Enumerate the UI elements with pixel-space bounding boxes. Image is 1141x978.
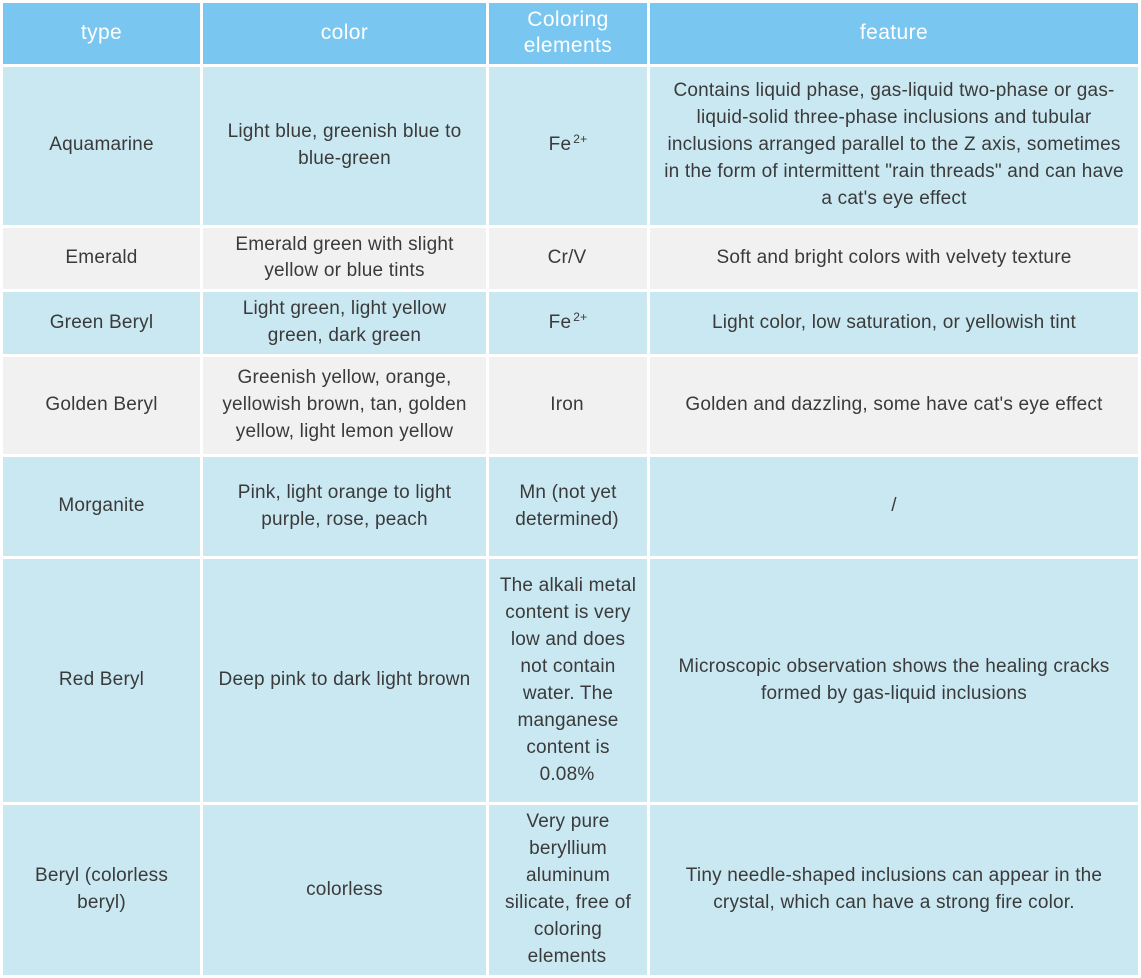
- cell-feature: Tiny needle-shaped inclusions can appear in the crystal, which can have a strong fire color.: [650, 805, 1138, 975]
- cell-color: Light green, light yellow green, dark green: [203, 292, 486, 354]
- header-row: [3, 3, 1138, 64]
- header-cell-type: type: [3, 3, 200, 64]
- cell-type: Emerald: [3, 228, 200, 290]
- element-charge: 2+: [573, 131, 588, 146]
- table-row: [3, 357, 1138, 454]
- header-cell-coloring-elements: Coloring elements: [489, 3, 647, 64]
- table-row: [3, 559, 1138, 802]
- cell-color: Greenish yellow, orange, yellowish brown, tan, golden yellow, light lemon yellow: [203, 357, 486, 454]
- element-charge: 2+: [573, 309, 588, 324]
- header-cell-feature: feature: [650, 3, 1138, 64]
- element-symbol: Iron: [550, 394, 584, 416]
- cell-type: Golden Beryl: [3, 357, 200, 454]
- cell-feature: Soft and bright colors with velvety texture: [650, 228, 1138, 290]
- table-row: [3, 67, 1138, 225]
- cell-color: Emerald green with slight yellow or blue tints: [203, 228, 486, 290]
- cell-elements: [489, 457, 647, 556]
- cell-color: Pink, light orange to light purple, rose, peach: [203, 457, 486, 556]
- cell-elements: [489, 292, 647, 354]
- cell-type: Aquamarine: [3, 67, 200, 225]
- cell-elements: [489, 559, 647, 802]
- cell-elements: [489, 805, 647, 975]
- element-symbol: The alkali metal content is very low and does not contain water. The manganese content is 0.08%: [499, 575, 637, 785]
- element-symbol: Very pure beryllium aluminum silicate, free of coloring elements: [505, 811, 631, 968]
- table-row: [3, 228, 1138, 290]
- cell-type: Beryl (colorless beryl): [3, 805, 200, 975]
- table-row: [3, 805, 1138, 975]
- cell-feature: Microscopic observation shows the healing cracks formed by gas-liquid inclusions: [650, 559, 1138, 802]
- cell-elements: [489, 67, 647, 225]
- cell-feature: Contains liquid phase, gas-liquid two-phase or gas-liquid-solid three-phase inclusions and tubular inclusions arranged parallel to the Z axis, sometimes in the form of intermittent "rain threads" and can have a cat's eye effect: [650, 67, 1138, 225]
- cell-feature: Light color, low saturation, or yellowish tint: [650, 292, 1138, 354]
- cell-feature: /: [650, 457, 1138, 556]
- element-symbol: Fe: [548, 134, 572, 156]
- header-cell-color: color: [203, 3, 486, 64]
- cell-type: Green Beryl: [3, 292, 200, 354]
- table-row: [3, 292, 1138, 354]
- cell-color: Light blue, greenish blue to blue-green: [203, 67, 486, 225]
- element-symbol: Fe: [548, 311, 572, 333]
- cell-type: Red Beryl: [3, 559, 200, 802]
- element-symbol: Cr/V: [547, 246, 587, 268]
- cell-elements: [489, 357, 647, 454]
- cell-type: Morganite: [3, 457, 200, 556]
- cell-color: colorless: [203, 805, 486, 975]
- element-symbol: Mn (not yet determined): [515, 481, 619, 530]
- table-row: [3, 457, 1138, 556]
- cell-color: Deep pink to dark light brown: [203, 559, 486, 802]
- cell-feature: Golden and dazzling, some have cat's eye effect: [650, 357, 1138, 454]
- cell-elements: [489, 228, 647, 290]
